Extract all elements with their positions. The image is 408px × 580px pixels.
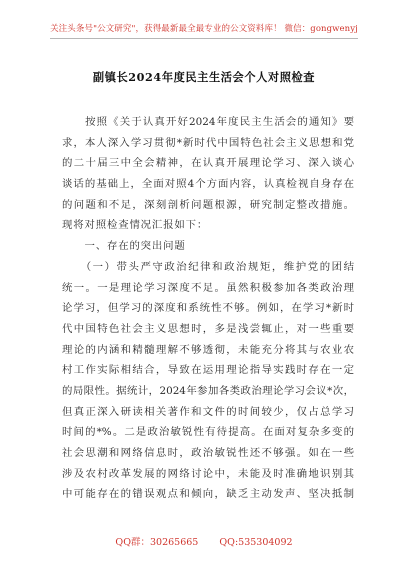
body-line: （一）带头严守政治纪律和政治规矩，维护党的团结 xyxy=(62,260,354,273)
header-divider xyxy=(50,38,358,39)
body-line: 论学习，但学习的深度和系统性不够。例如，在学习*新时 xyxy=(62,302,354,315)
body-line: 求，本人深入学习贯彻*新时代中国特色社会主义思想和党 xyxy=(62,136,354,149)
footer-contact xyxy=(0,534,408,548)
qq-group-number: QQ群：30265665 xyxy=(115,537,199,548)
body-line: 按照《关于认真开好2024年度民主生活会的通知》要 xyxy=(62,116,354,128)
body-line: 但真正深入研读相关著作和文件的时间较少，仅占总学习 xyxy=(62,405,354,418)
body-line: 村工作实际相结合，导致在运用理论指导实践时存在一定 xyxy=(62,364,354,377)
body-line: 的局限性。据统计，2024年参加各类政治理论学习会议*次， xyxy=(62,384,354,397)
body-line: 现将对照检查情况汇报如下： xyxy=(62,219,209,232)
qq-number: QQ:535304092 xyxy=(219,537,293,548)
body-line: 的问题和不足，深刻剖析问题根源，研究制定整改措施。 xyxy=(62,198,354,211)
body-line: 社会思潮和网络信息时，政治敏锐性还不够强。如在一些 xyxy=(62,447,354,459)
body-line: 代中国特色社会主义思想时，多是浅尝辄止，对一些重要 xyxy=(62,322,354,335)
body-line: 的二十届三中全会精神，在认真开展理论学习、深入谈心 xyxy=(62,157,354,170)
body-line: 谈话的基础上，全面对照4个方面内容，认真检视自身存在 xyxy=(62,178,354,191)
document-title: 副镇长2024年度民主生活会个人对照检查 xyxy=(92,70,316,84)
body-line: 涉及农村改革发展的网络讨论中，未能及时准确地识别其 xyxy=(62,467,354,480)
section-heading: 一、存在的突出问题 xyxy=(62,240,186,253)
document-body xyxy=(62,112,354,505)
body-line: 时间的*%。二是政治敏锐性有待提高。在面对复杂多变的 xyxy=(62,426,354,439)
header-banner: 关注头条号"公文研究"，获得最新最全最专业的公文资料库！ 微信：gongwenyj xyxy=(50,24,358,34)
body-line: 统一。一是理论学习深度不足。虽然积极参加各类政治理 xyxy=(62,281,354,294)
body-line: 中可能存在的错误观点和倾向，缺乏主动发声、坚决抵制 xyxy=(62,488,354,501)
body-line: 理论的内涵和精髓理解不够透彻，未能充分将其与农业农 xyxy=(62,343,354,356)
